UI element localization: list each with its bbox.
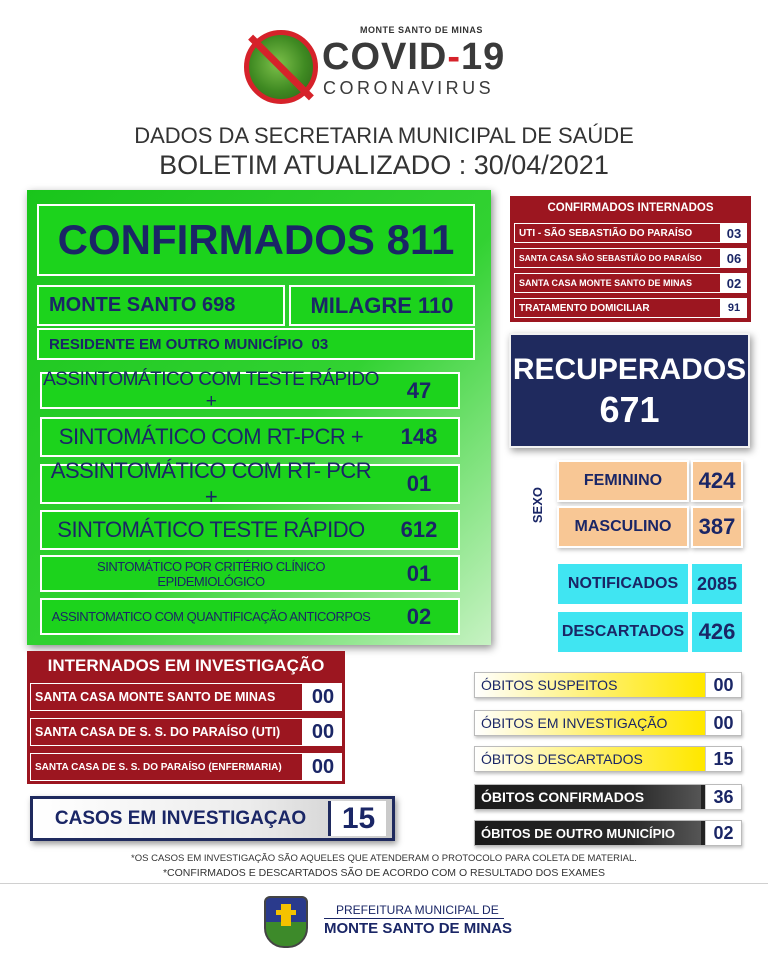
row-label: UTI - SÃO SEBASTIÃO DO PARAÍSO [515, 224, 722, 242]
table-row [30, 753, 342, 781]
deaths-value: 02 [705, 821, 741, 845]
classification-label: ASSINTOMÁTICO COM TESTE RÁPIDO + [43, 368, 379, 412]
row-value: 02 [722, 274, 746, 292]
table-row [30, 683, 342, 711]
footnote-investigation: *OS CASOS EM INVESTIGAÇÃO SÃO AQUELES QUE ATENDERAM O PROTOCOLO PARA COLETA DE MATERIAL. [131, 853, 637, 864]
other-municipality-value: 03 [311, 335, 329, 353]
hospitalized-investigation-table [27, 651, 345, 784]
notified-label: NOTIFICADOS [556, 562, 690, 606]
confirmed-hospitalized-title: CONFIRMADOS INTERNADOS [547, 202, 714, 214]
deaths-label: ÓBITOS SUSPEITOS [475, 673, 701, 697]
male-label: MASCULINO [557, 506, 689, 548]
classification-row [40, 555, 460, 592]
footnote-results: *CONFIRMADOS E DESCARTADOS SÃO DE ACORDO COM O RESULTADO DOS EXAMES [162, 867, 606, 879]
row-value: 00 [305, 754, 341, 780]
classification-label: ASSINTOMÁTICO COM RT- PCR + [50, 458, 372, 509]
crest-cross-bar-icon [276, 910, 296, 915]
hospitalized-investigation-title: INTERNADOS EM INVESTIGAÇÃO [47, 656, 325, 675]
other-municipality-label: RESIDENTE EM OUTRO MUNICÍPIO [49, 335, 304, 353]
footer-prefeitura: PREFEITURA MUNICIPAL DE [336, 903, 499, 917]
brand-title-covid: COVID [322, 36, 448, 78]
female-label: FEMININO [557, 460, 689, 502]
classification-label: SINTOMÁTICO POR CRITÉRIO CLÍNICO EPIDEMIOLÓGICO [97, 558, 325, 589]
deaths-value: 00 [705, 711, 741, 735]
row-label: SANTA CASA DE S. S. DO PARAÍSO (ENFERMARIA) [31, 754, 305, 780]
other-municipality-count [37, 328, 475, 360]
cases-investigation-label: CASOS EM INVESTIGAÇAO [54, 807, 307, 829]
table-row [514, 298, 747, 318]
row-value: 00 [305, 719, 341, 745]
cases-investigation-box [30, 796, 395, 841]
row-value: 03 [722, 224, 746, 242]
deaths-value: 00 [705, 673, 741, 697]
confirmed-label: CONFIRMADOS [57, 216, 375, 263]
crest-cross-icon [281, 904, 291, 926]
brand-title-dash: - [447, 36, 462, 78]
classification-value: 612 [400, 517, 438, 542]
classification-row [40, 368, 460, 412]
classification-row [40, 417, 460, 457]
footer-municipality: MONTE SANTO DE MINAS [324, 920, 513, 937]
brand-title-19: 19 [461, 36, 506, 78]
female-value: 424 [691, 460, 743, 502]
recovered-label: RECUPERADOS [512, 353, 747, 386]
monte-santo-count [37, 285, 285, 326]
row-value: 06 [722, 249, 746, 267]
classification-value: 148 [400, 424, 438, 449]
deaths-suspected [474, 672, 742, 698]
bulletin-source: DADOS DA SECRETARIA MUNICIPAL DE SAÚDE [134, 123, 634, 148]
confirmed-value: 811 [386, 216, 455, 263]
classification-value: 47 [406, 377, 432, 403]
deaths-label: ÓBITOS CONFIRMADOS [475, 785, 701, 809]
recovered-value: 671 [599, 389, 660, 430]
confirmed-total [37, 204, 475, 276]
row-label: SANTA CASA DE S. S. DO PARAÍSO (UTI) [31, 719, 305, 745]
classification-label: SINTOMÁTICO TESTE RÁPIDO [57, 517, 365, 542]
discarded-label: DESCARTADOS [556, 610, 690, 654]
row-label: SANTA CASA SÃO SEBASTIÃO DO PARAÍSO [515, 249, 722, 267]
table-row [514, 223, 747, 243]
row-value: 00 [305, 684, 341, 710]
deaths-confirmed [474, 784, 742, 810]
milagre-count [289, 285, 475, 326]
deaths-discarded [474, 746, 742, 772]
discarded-value: 426 [690, 610, 744, 654]
table-row [514, 248, 747, 268]
classification-value: 01 [406, 471, 432, 496]
male-value: 387 [691, 506, 743, 548]
table-row [514, 273, 747, 293]
brand-subtitle: CORONAVIRUS [323, 78, 495, 98]
row-label: SANTA CASA MONTE SANTO DE MINAS [31, 684, 305, 710]
deaths-label: ÓBITOS EM INVESTIGAÇÃO [475, 711, 701, 735]
classification-row [40, 510, 460, 550]
brand-title [322, 36, 505, 79]
deaths-label: ÓBITOS DESCARTADOS [475, 747, 701, 771]
footer-divider [0, 883, 768, 884]
classification-row [40, 458, 460, 509]
deaths-investigation [474, 710, 742, 736]
deaths-other-municipality [474, 820, 742, 846]
classification-label: ASSINTOMATICO COM QUANTIFICAÇÃO ANTICORPOS [51, 609, 371, 624]
footer-underline [324, 918, 504, 919]
confirmed-hospitalized-table [510, 196, 751, 322]
recovered-box [509, 333, 750, 448]
row-value: 91 [722, 299, 746, 317]
deaths-value: 36 [705, 785, 741, 809]
cases-investigation-value: 15 [328, 801, 386, 836]
sex-label: SEXO [530, 487, 545, 524]
bulletin-date: BOLETIM ATUALIZADO : 30/04/2021 [159, 150, 609, 180]
brand-top-text: MONTE SANTO DE MINAS [360, 25, 483, 35]
row-label: SANTA CASA MONTE SANTO DE MINAS [515, 274, 722, 292]
classification-value: 02 [406, 603, 432, 629]
deaths-value: 15 [705, 747, 741, 771]
milagre-value: 110 [418, 292, 454, 318]
notified-value: 2085 [690, 562, 744, 606]
classification-row [40, 598, 460, 635]
classification-label: SINTOMÁTICO COM RT-PCR + [58, 424, 364, 449]
table-row [30, 718, 342, 746]
row-label: TRATAMENTO DOMICILIAR [515, 299, 722, 317]
classification-value: 01 [406, 560, 432, 586]
monte-santo-label: MONTE SANTO [49, 294, 197, 316]
milagre-label: MILAGRE [310, 292, 412, 318]
monte-santo-value: 698 [201, 294, 236, 316]
deaths-label: ÓBITOS DE OUTRO MUNICÍPIO [475, 821, 701, 845]
